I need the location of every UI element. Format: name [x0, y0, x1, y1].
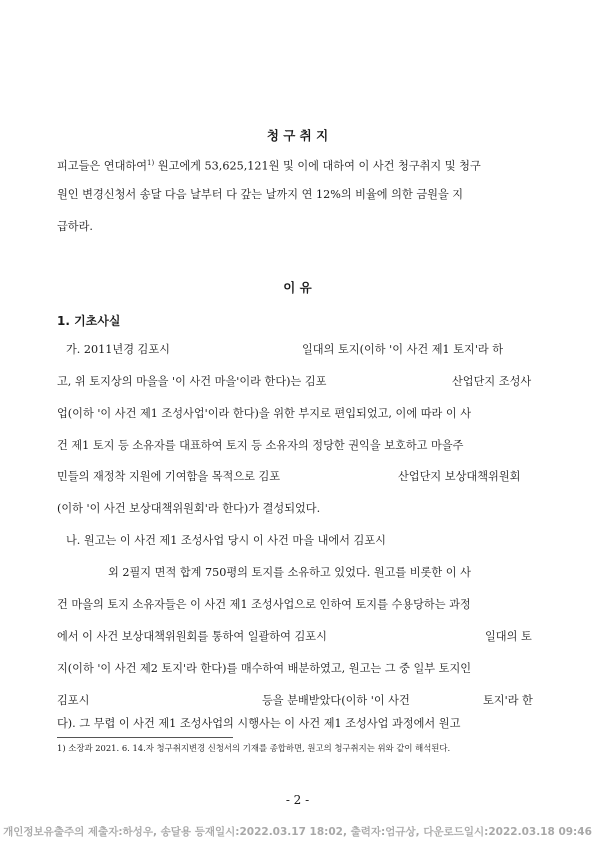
claim-title: 청 구 취 지 [266, 128, 329, 143]
body-line: 가. 2011년경 김포시 [66, 343, 170, 356]
body-line: 일대의 토 [485, 630, 532, 643]
claim-line-1: 피고들은 연대하여$^{1)}$ 원고에게 53,625,121원 및 이에 대하여 이 사건 청구취지 및 청구 [57, 159, 481, 173]
body-line: 민들의 재정착 지원에 기여함을 목적으로 김포 [57, 470, 281, 483]
reason-title: 이 유 [283, 280, 312, 295]
body-line: 토지'라 한 [483, 694, 533, 707]
footnote-divider [57, 737, 233, 738]
footnote: 1) 소장과 2021. 6. 14.자 청구취지변경 신청서의 기재를 종합하면, 원고의 청구취지는 위와 같이 해석된다. [57, 743, 451, 753]
body-line: 다). 그 무렵 이 사건 제1 조성사업의 시행사는 이 사건 제1 조성사업 과정에서 원고 [57, 717, 461, 730]
body-line: 에서 이 사건 보상대책위원회를 통하여 일괄하여 김포시 [57, 630, 327, 643]
body-line: 고, 위 토지상의 마을을 '이 사건 마을'이라 한다)는 김포 [57, 375, 327, 388]
section-heading: 1. 기초사실 [57, 314, 121, 328]
body-line: 건 마을의 토지 소유자들은 이 사건 제1 조성사업으로 인하여 토지를 수용당하는 과정 [57, 598, 471, 611]
body-line: 산업단지 조성사 [452, 375, 532, 388]
body-line: 김포시 [57, 694, 90, 707]
body-line: (이하 '이 사건 보상대책위원회'라 한다)가 결성되었다. [57, 502, 321, 515]
claim-line-2: 원인 변경신청서 송달 다음 날부터 다 갚는 날까지 연 12%의 비율에 의한 금원을 지 [57, 188, 464, 201]
body-line: 건 제1 토지 등 소유자를 대표하여 토지 등 소유자의 정당한 권익을 보호하고 마을주 [57, 439, 464, 452]
body-line: 외 2필지 면적 합계 750평의 토지를 소유하고 있었다. 원고를 비롯한 이 사 [108, 566, 471, 579]
body-line: 등을 분배받았다(이하 '이 사건 [262, 694, 410, 707]
body-line: 나. 원고는 이 사건 제1 조성사업 당시 이 사건 마을 내에서 김포시 [66, 534, 386, 547]
watermark: 개인정보유출주의 제출자:하성우, 송달용 등재일시:2022.03.17 18:02, 출력자:엄규상, 다운로드일시:2022.03.18 09:46 [3, 826, 592, 838]
footnote-ref[interactable]: 1) [147, 159, 155, 167]
body-line: 지(이하 '이 사건 제2 토지'라 한다)를 매수하여 배분하였고, 원고는 그 중 일부 토지인 [57, 662, 472, 675]
page-number: - 2 - [285, 793, 310, 807]
body-line: 일대의 토지(이하 '이 사건 제1 토지'라 하 [302, 343, 504, 356]
body-line: 산업단지 보상대책위원회 [398, 470, 521, 483]
claim-line-3: 급하라. [57, 220, 93, 233]
body-line: 업(이하 '이 사건 제1 조성사업'이라 한다)을 위한 부지로 편입되었고, 이에 따라 이 사 [57, 407, 472, 420]
